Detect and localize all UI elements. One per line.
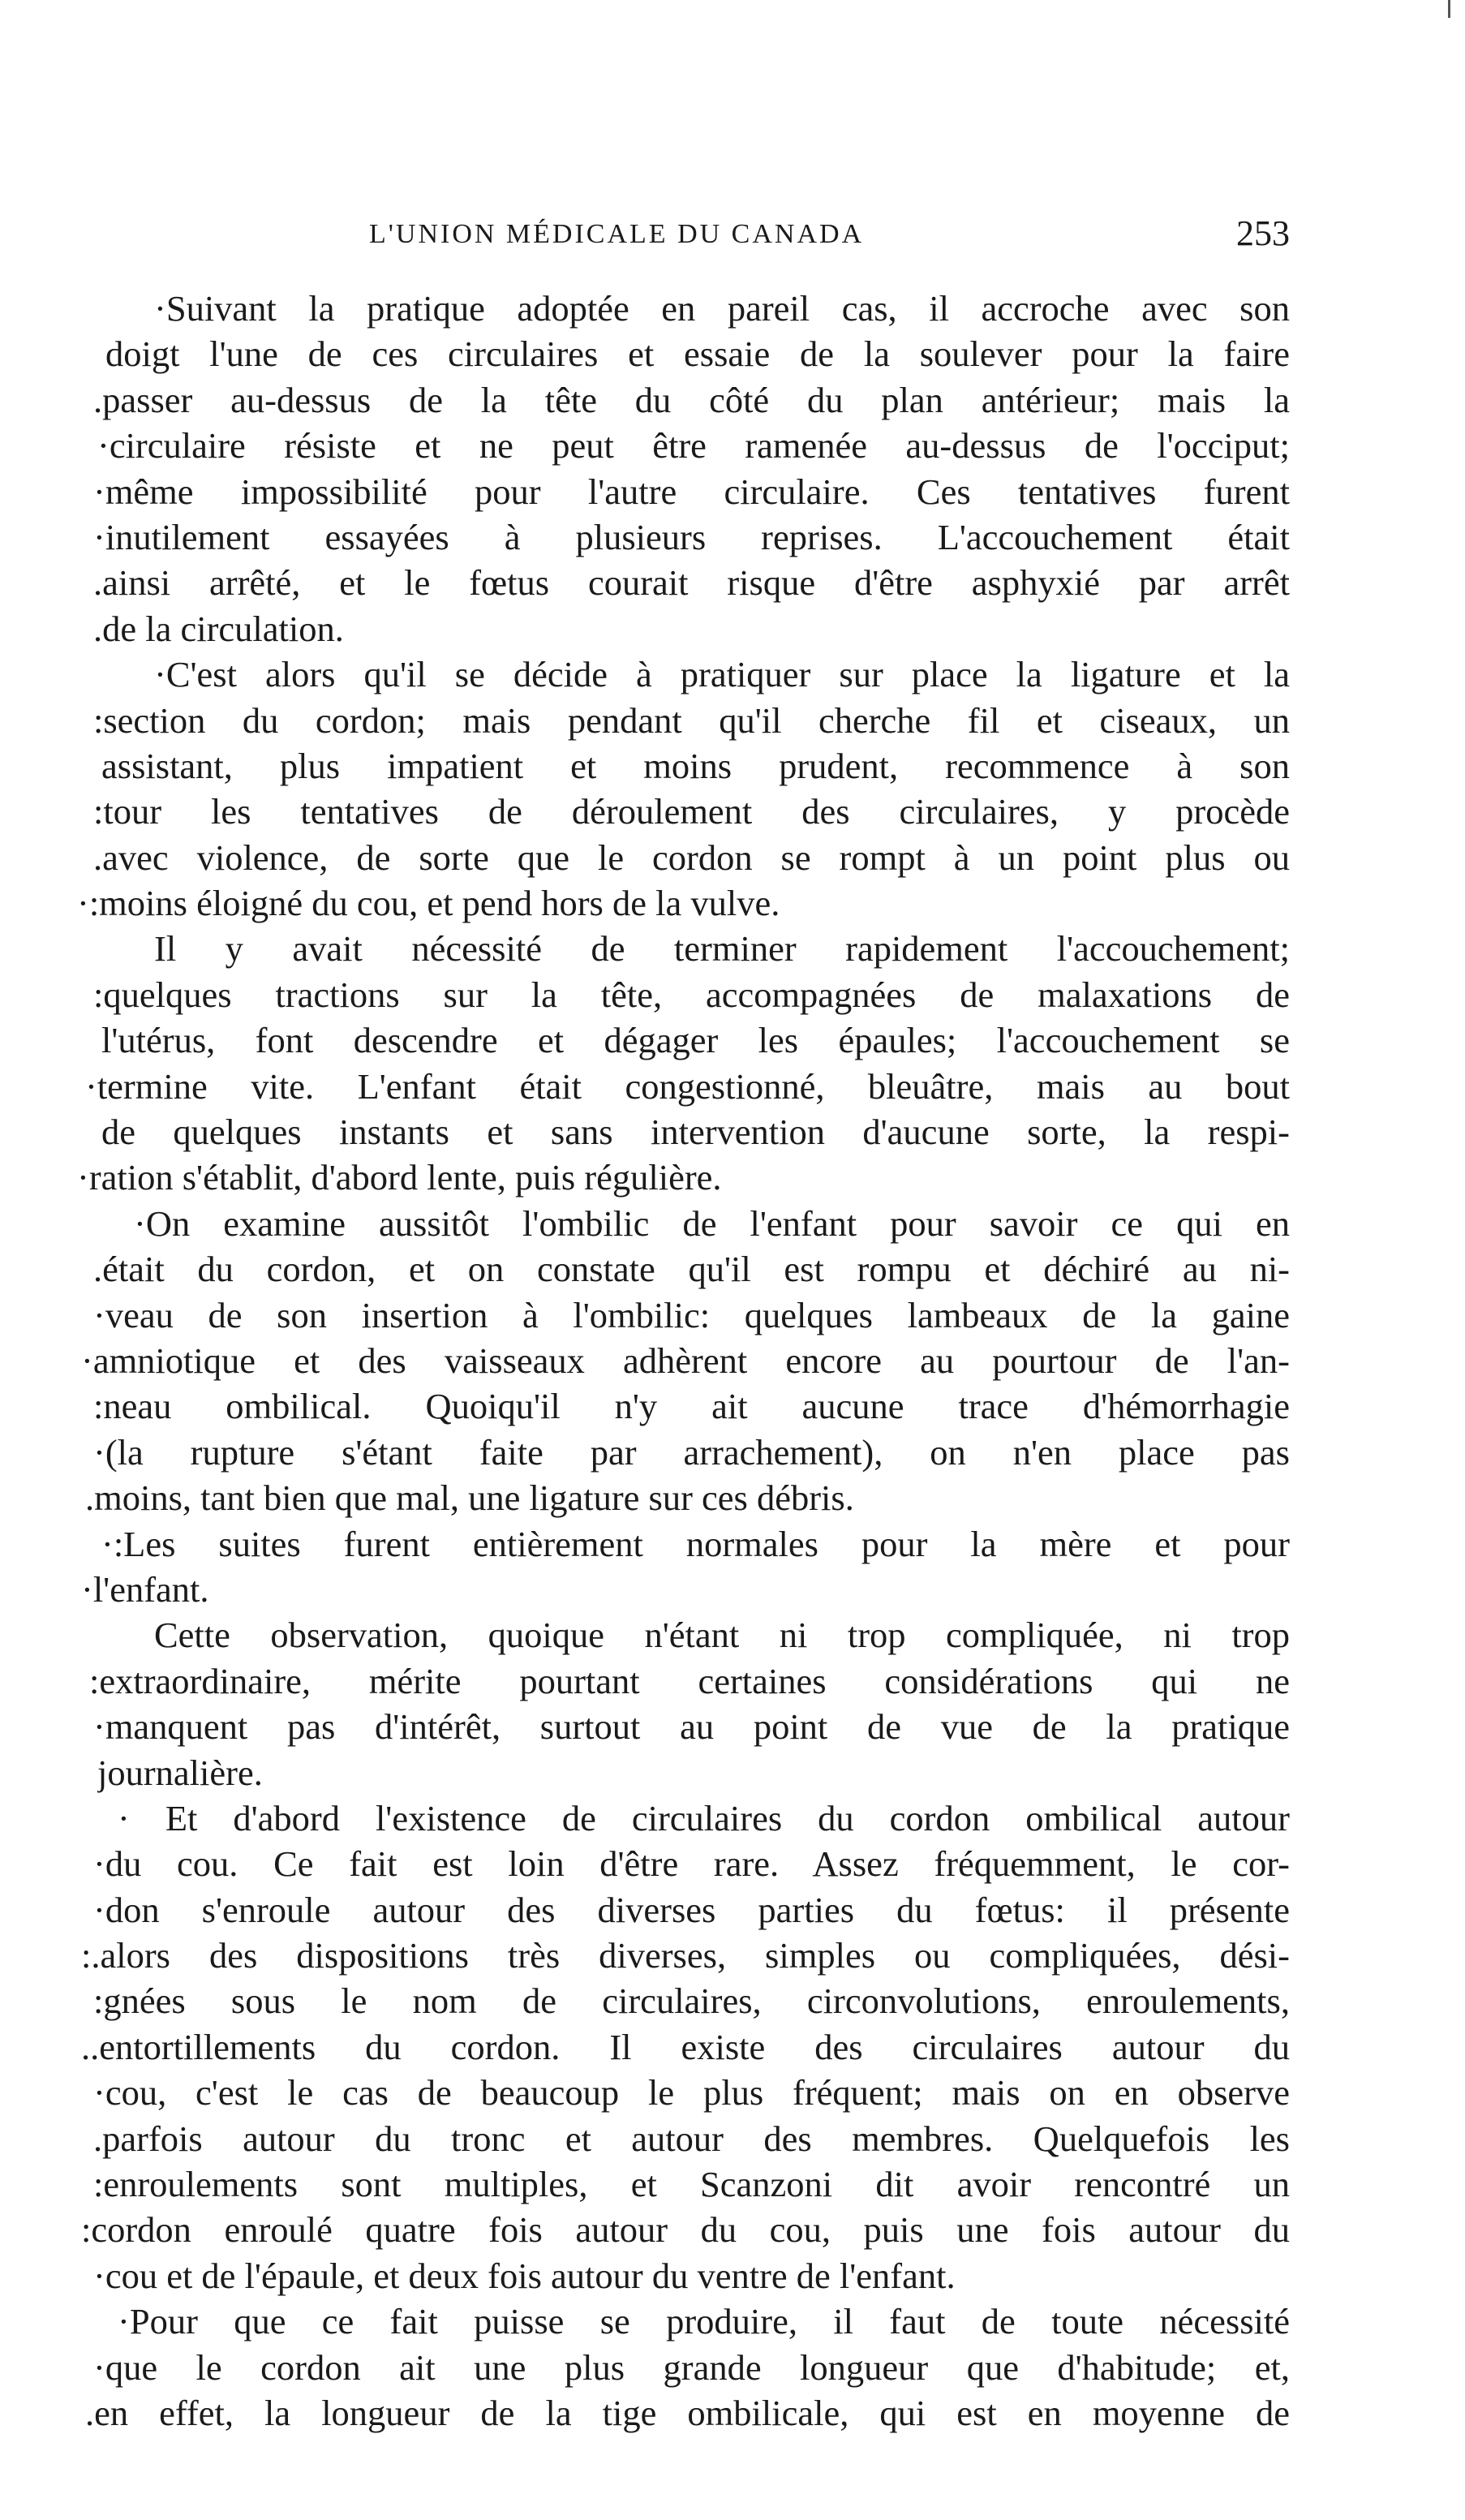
text-line: ·ration s'établit, d'abord lente, puis régulière. xyxy=(77,1157,722,1198)
text-line: ·Suivant la pratique adoptée en pareil cas, il accroche avec son xyxy=(154,288,1290,329)
text-line: Cette observation, quoique n'étant ni trop compliquée, ni trop xyxy=(154,1615,1290,1656)
page-header xyxy=(178,213,1290,261)
text-line: :cordon enroulé quatre fois autour du cou, puis une fois autour du xyxy=(81,2209,1290,2251)
text-line: ·même impossibilité pour l'autre circulaire. Ces tentatives furent xyxy=(93,471,1290,512)
text-line: :gnées sous le nom de circulaires, circonvolutions, enroulements, xyxy=(93,1980,1290,2022)
text-line: .était du cordon, et on constate qu'il est rompu et déchiré au ni- xyxy=(93,1249,1290,1290)
text-line: :enroulements sont multiples, et Scanzoni dit avoir rencontré un xyxy=(93,2164,1290,2205)
text-line: ·inutilement essayées à plusieurs reprises. L'accouchement était xyxy=(93,516,1290,557)
running-title: L'UNION MÉDICALE DU CANADA xyxy=(369,219,865,249)
text-line: ·amniotique et des vaisseaux adhèrent encore au pourtour de l'an- xyxy=(81,1340,1290,1381)
text-line: de quelques instants et sans intervention d'aucune sorte, la respi- xyxy=(101,1112,1290,1153)
text-line: ·manquent pas d'intérêt, surtout au point de vue de la pratique xyxy=(93,1706,1290,1748)
text-line: :neau ombilical. Quoiqu'il n'y ait aucune trace d'hémorrhagie xyxy=(93,1386,1290,1427)
scan-edge-mark xyxy=(1448,0,1450,18)
text-line: assistant, plus impatient et moins prudent, recommence à son xyxy=(101,745,1290,786)
text-line: ·Pour que ce fait puisse se produire, il faut de toute nécessité xyxy=(118,2301,1290,2342)
text-line: :section du cordon; mais pendant qu'il cherche fil et ciseaux, un xyxy=(93,699,1290,741)
text-line: ·du cou. Ce fait est loin d'être rare. Assez fréquemment, le cor- xyxy=(93,1843,1290,1885)
page-number: 253 xyxy=(1236,213,1290,253)
text-line: .de la circulation. xyxy=(93,608,344,649)
text-line: ·cou, c'est le cas de beaucoup le plus fréquent; mais on en observe xyxy=(93,2072,1290,2114)
text-line: .parfois autour du tronc et autour des membres. Quelquefois les xyxy=(93,2118,1290,2159)
text-line: ·l'enfant. xyxy=(81,1568,209,1610)
text-line: doigt l'une de ces circulaires et essaie de la soulever pour la faire xyxy=(105,333,1290,375)
text-line: ..entortillements du cordon. Il existe des circulaires autour du xyxy=(81,2026,1290,2067)
text-line: ·don s'enroule autour des diverses parties du fœtus: il présente xyxy=(93,1889,1290,1930)
text-line: ·que le cordon ait une plus grande longueur que d'habitude; et, xyxy=(93,2346,1290,2388)
text-line: .passer au-dessus de la tête du côté du plan antérieur; mais la xyxy=(93,379,1290,420)
text-line: journalière. xyxy=(97,1752,263,1793)
text-line: :.alors des dispositions très diverses, simples ou compliquées, dési- xyxy=(81,1935,1290,1976)
text-line: ·cou et de l'épaule, et deux fois autour du ventre de l'enfant. xyxy=(93,2255,956,2296)
text-line: ·:Les suites furent entièrement normales pour la mère et pour xyxy=(101,1523,1290,1564)
text-line: .ainsi arrêté, et le fœtus courait risque d'être asphyxié par arrêt xyxy=(93,562,1290,604)
text-line: ·C'est alors qu'il se décide à pratiquer sur place la ligature et la xyxy=(154,654,1290,695)
text-line: l'utérus, font descendre et dégager les épaules; l'accouchement se xyxy=(101,1020,1290,1061)
text-line: .avec violence, de sorte que le cordon se rompt à un point plus ou xyxy=(93,836,1290,878)
text-line: ·termine vite. L'enfant était congestionné, bleuâtre, mais au bout xyxy=(85,1065,1290,1107)
text-line: ·:moins éloigné du cou, et pend hors de la vulve. xyxy=(77,883,780,924)
text-line: :extraordinaire, mérite pourtant certaines considérations qui ne xyxy=(89,1660,1290,1701)
text-line: :tour les tentatives de déroulement des circulaires, y procède xyxy=(93,791,1290,832)
body-text xyxy=(57,286,1290,2436)
text-line: :quelques tractions sur la tête, accompagnées de malaxations de xyxy=(93,974,1290,1015)
text-line: .en effet, la longueur de la tige ombilicale, qui est en moyenne de xyxy=(85,2392,1290,2433)
text-line: ·On examine aussitôt l'ombilic de l'enfant pour savoir ce qui en xyxy=(134,1202,1290,1244)
text-line: Il y avait nécessité de terminer rapidement l'accouchement; xyxy=(154,928,1290,970)
text-line: · Et d'abord l'existence de circulaires du cordon ombilical autour xyxy=(118,1797,1290,1838)
text-line: .moins, tant bien que mal, une ligature sur ces débris. xyxy=(85,1477,854,1519)
text-line: ·veau de son insertion à l'ombilic: quelques lambeaux de la gaine xyxy=(93,1294,1290,1335)
text-line: ·circulaire résiste et ne peut être ramenée au-dessus de l'occiput; xyxy=(97,425,1290,467)
text-line: ·(la rupture s'étant faite par arrachement), on n'en place pas xyxy=(93,1431,1290,1473)
